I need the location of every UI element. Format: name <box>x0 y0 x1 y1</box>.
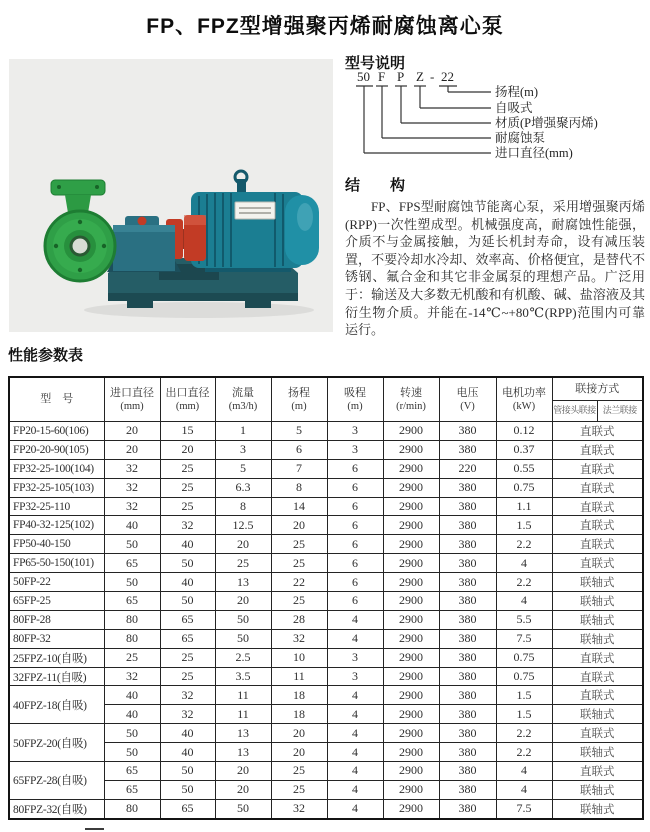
value-cell: 5 <box>215 459 271 478</box>
joint-type-cell: 直联式 <box>552 724 643 743</box>
value-cell: 6 <box>271 440 327 459</box>
value-cell: 32 <box>160 516 215 535</box>
table-row <box>9 573 643 592</box>
model-cell: FP40-32-125(102) <box>9 516 104 535</box>
table-row <box>9 799 643 818</box>
table-row <box>9 440 643 459</box>
value-cell: 380 <box>439 573 496 592</box>
value-cell: 2900 <box>383 799 439 818</box>
joint-type-cell: 联轴式 <box>552 573 643 592</box>
joint-type-cell: 直联式 <box>552 686 643 705</box>
value-cell: 7.5 <box>496 629 552 648</box>
value-cell: 20 <box>215 762 271 781</box>
value-cell: 20 <box>271 516 327 535</box>
joint-type-cell: 直联式 <box>552 667 643 686</box>
joint-type-cell: 直联式 <box>552 478 643 497</box>
joint-type-cell: 联轴式 <box>552 705 643 724</box>
svg-text:-: - <box>430 69 435 84</box>
value-cell: 4 <box>327 686 383 705</box>
col-header-speed: 转速 (r/min) <box>383 377 439 422</box>
svg-text:材质(P增强聚丙烯): 材质(P增强聚丙烯) <box>495 116 598 130</box>
model-cell: 50FP-22 <box>9 573 104 592</box>
svg-text:耐腐蚀泵: 耐腐蚀泵 <box>495 131 546 145</box>
value-cell: 2900 <box>383 573 439 592</box>
value-cell: 0.12 <box>496 422 552 441</box>
value-cell: 0.75 <box>496 648 552 667</box>
value-cell: 6 <box>327 535 383 554</box>
value-cell: 4 <box>496 780 552 799</box>
table-row <box>9 648 643 667</box>
value-cell: 4 <box>327 743 383 762</box>
value-cell: 4 <box>327 762 383 781</box>
value-cell: 6 <box>327 516 383 535</box>
value-cell: 2.5 <box>215 648 271 667</box>
value-cell: 2900 <box>383 686 439 705</box>
value-cell: 380 <box>439 780 496 799</box>
svg-text:P: P <box>397 69 405 84</box>
value-cell: 2900 <box>383 516 439 535</box>
value-cell: 380 <box>439 554 496 573</box>
col-header-flange-joint: 法兰联接 <box>597 401 643 422</box>
table-row <box>9 535 643 554</box>
value-cell: 40 <box>104 516 160 535</box>
value-cell: 0.37 <box>496 440 552 459</box>
page-title: FP、FPZ型增强聚丙烯耐腐蚀离心泵 <box>146 15 504 38</box>
col-header-flow: 流量 (m3/h) <box>215 377 271 422</box>
value-cell: 13 <box>215 573 271 592</box>
value-cell: 11 <box>215 686 271 705</box>
value-cell: 380 <box>439 592 496 611</box>
joint-type-cell: 联轴式 <box>552 780 643 799</box>
value-cell: 3 <box>327 667 383 686</box>
col-header-suction: 吸程 (m) <box>327 377 383 422</box>
svg-text:F: F <box>378 69 386 84</box>
value-cell: 25 <box>160 478 215 497</box>
value-cell: 65 <box>104 592 160 611</box>
value-cell: 25 <box>271 554 327 573</box>
model-cell: 32FPZ-11(自吸) <box>9 667 104 686</box>
pump-illustration <box>9 59 333 332</box>
value-cell: 1.5 <box>496 705 552 724</box>
value-cell: 13 <box>215 743 271 762</box>
value-cell: 15 <box>160 422 215 441</box>
value-cell: 5 <box>271 422 327 441</box>
value-cell: 25 <box>271 780 327 799</box>
model-cell: 25FPZ-10(自吸) <box>9 648 104 667</box>
value-cell: 20 <box>271 724 327 743</box>
joint-type-cell: 直联式 <box>552 516 643 535</box>
value-cell: 11 <box>215 705 271 724</box>
value-cell: 32 <box>104 459 160 478</box>
value-cell: 2900 <box>383 478 439 497</box>
value-cell: 2900 <box>383 554 439 573</box>
value-cell: 2.2 <box>496 535 552 554</box>
value-cell: 50 <box>104 573 160 592</box>
value-cell: 20 <box>215 780 271 799</box>
model-cell: 80FP-32 <box>9 629 104 648</box>
value-cell: 4 <box>327 705 383 724</box>
value-cell: 380 <box>439 724 496 743</box>
table-row <box>9 422 643 441</box>
value-cell: 8 <box>215 497 271 516</box>
table-row <box>9 592 643 611</box>
value-cell: 2900 <box>383 762 439 781</box>
value-cell: 3 <box>215 440 271 459</box>
col-header-pipe-joint: 管接头联接 <box>552 401 597 422</box>
value-cell: 3 <box>327 440 383 459</box>
value-cell: 0.75 <box>496 667 552 686</box>
table-row <box>9 724 643 743</box>
value-cell: 50 <box>160 592 215 611</box>
joint-type-cell: 直联式 <box>552 554 643 573</box>
value-cell: 380 <box>439 686 496 705</box>
value-cell: 4 <box>496 554 552 573</box>
model-cell: 65FP-25 <box>9 592 104 611</box>
model-code <box>357 69 454 84</box>
svg-text:扬程(m): 扬程(m) <box>495 85 539 99</box>
value-cell: 0.75 <box>496 478 552 497</box>
value-cell: 25 <box>160 497 215 516</box>
model-cell: 65FPZ-28(自吸) <box>9 762 104 800</box>
value-cell: 50 <box>215 629 271 648</box>
volute <box>45 180 115 281</box>
value-cell: 50 <box>160 554 215 573</box>
value-cell: 380 <box>439 705 496 724</box>
value-cell: 6 <box>327 497 383 516</box>
value-cell: 4 <box>496 592 552 611</box>
value-cell: 32 <box>104 478 160 497</box>
value-cell: 380 <box>439 629 496 648</box>
table-row <box>9 743 643 762</box>
value-cell: 2900 <box>383 629 439 648</box>
value-cell: 20 <box>271 743 327 762</box>
value-cell: 50 <box>160 762 215 781</box>
value-cell: 6 <box>327 573 383 592</box>
table-row <box>9 667 643 686</box>
model-cell: FP32-25-100(104) <box>9 459 104 478</box>
value-cell: 6 <box>327 554 383 573</box>
model-cell: FP50-40-150 <box>9 535 104 554</box>
model-explanation-heading: 型号说明 <box>345 55 406 72</box>
value-cell: 8 <box>271 478 327 497</box>
value-cell: 50 <box>104 535 160 554</box>
model-cell: FP20-15-60(106) <box>9 422 104 441</box>
value-cell: 2900 <box>383 743 439 762</box>
value-cell: 2900 <box>383 440 439 459</box>
value-cell: 40 <box>160 573 215 592</box>
value-cell: 20 <box>104 440 160 459</box>
joint-type-cell: 直联式 <box>552 422 643 441</box>
value-cell: 40 <box>104 705 160 724</box>
col-header-joint-group: 联接方式 <box>552 377 643 401</box>
col-header-head: 扬程 (m) <box>271 377 327 422</box>
value-cell: 65 <box>160 629 215 648</box>
value-cell: 40 <box>160 724 215 743</box>
joint-type-cell: 联轴式 <box>552 799 643 818</box>
value-cell: 2900 <box>383 610 439 629</box>
value-cell: 1.5 <box>496 516 552 535</box>
value-cell: 2900 <box>383 780 439 799</box>
value-cell: 1.5 <box>496 686 552 705</box>
svg-text:进口直径(mm): 进口直径(mm) <box>495 146 573 160</box>
value-cell: 25 <box>160 648 215 667</box>
value-cell: 32 <box>271 629 327 648</box>
value-cell: 18 <box>271 686 327 705</box>
joint-type-cell: 直联式 <box>552 440 643 459</box>
value-cell: 2900 <box>383 497 439 516</box>
value-cell: 14 <box>271 497 327 516</box>
value-cell: 40 <box>160 535 215 554</box>
table-row <box>9 629 643 648</box>
value-cell: 0.55 <box>496 459 552 478</box>
performance-table-heading: 性能参数表 <box>8 347 84 364</box>
joint-type-cell: 直联式 <box>552 535 643 554</box>
value-cell: 4 <box>496 762 552 781</box>
svg-text:Z: Z <box>416 69 424 84</box>
value-cell: 6.3 <box>215 478 271 497</box>
value-cell: 2900 <box>383 422 439 441</box>
value-cell: 3 <box>327 422 383 441</box>
svg-text:22: 22 <box>441 69 454 84</box>
value-cell: 4 <box>327 629 383 648</box>
table-row <box>9 762 643 781</box>
value-cell: 13 <box>215 724 271 743</box>
model-cell: FP32-25-105(103) <box>9 478 104 497</box>
table-row <box>9 478 643 497</box>
value-cell: 380 <box>439 743 496 762</box>
value-cell: 380 <box>439 648 496 667</box>
value-cell: 380 <box>439 422 496 441</box>
value-cell: 22 <box>271 573 327 592</box>
value-cell: 18 <box>271 705 327 724</box>
value-cell: 2900 <box>383 724 439 743</box>
value-cell: 2900 <box>383 648 439 667</box>
value-cell: 65 <box>160 610 215 629</box>
value-cell: 20 <box>160 440 215 459</box>
value-cell: 50 <box>215 610 271 629</box>
col-header-power: 电机功率 (kW) <box>496 377 552 422</box>
value-cell: 25 <box>271 535 327 554</box>
value-cell: 32 <box>271 799 327 818</box>
joint-type-cell: 联轴式 <box>552 610 643 629</box>
joint-type-cell: 直联式 <box>552 762 643 781</box>
value-cell: 50 <box>160 780 215 799</box>
joint-type-cell: 联轴式 <box>552 629 643 648</box>
value-cell: 11 <box>271 667 327 686</box>
value-cell: 25 <box>215 554 271 573</box>
value-cell: 28 <box>271 610 327 629</box>
joint-type-cell: 直联式 <box>552 459 643 478</box>
value-cell: 2900 <box>383 667 439 686</box>
value-cell: 25 <box>104 648 160 667</box>
value-cell: 32 <box>104 667 160 686</box>
value-cell: 25 <box>271 592 327 611</box>
value-cell: 50 <box>215 799 271 818</box>
table-row <box>9 554 643 573</box>
col-header-inlet: 进口直径 (mm) <box>104 377 160 422</box>
motor <box>191 171 319 272</box>
svg-text:50: 50 <box>357 69 370 84</box>
structure-heading: 结 构 <box>345 177 406 194</box>
col-header-outlet: 出口直径 (mm) <box>160 377 215 422</box>
table-row <box>9 686 643 705</box>
value-cell: 2.2 <box>496 724 552 743</box>
value-cell: 2900 <box>383 535 439 554</box>
joint-type-cell: 直联式 <box>552 497 643 516</box>
scan-artifact <box>85 828 104 830</box>
value-cell: 25 <box>271 762 327 781</box>
value-cell: 65 <box>160 799 215 818</box>
table-row <box>9 610 643 629</box>
value-cell: 7 <box>271 459 327 478</box>
value-cell: 10 <box>271 648 327 667</box>
right-panel <box>345 52 645 338</box>
value-cell: 65 <box>104 780 160 799</box>
model-cell: FP32-25-110 <box>9 497 104 516</box>
value-cell: 2.2 <box>496 743 552 762</box>
value-cell: 3.5 <box>215 667 271 686</box>
value-cell: 1 <box>215 422 271 441</box>
value-cell: 2900 <box>383 592 439 611</box>
value-cell: 6 <box>327 459 383 478</box>
value-cell: 80 <box>104 799 160 818</box>
model-code-diagram <box>345 68 645 166</box>
value-cell: 80 <box>104 610 160 629</box>
oil-plug <box>138 217 147 226</box>
model-cell: 80FP-28 <box>9 610 104 629</box>
value-cell: 6 <box>327 592 383 611</box>
model-cell: 50FPZ-20(自吸) <box>9 724 104 762</box>
structure-paragraph: FP、FPS型耐腐蚀节能离心泵，采用增强聚丙烯(RPP)一次性塑成型。机械强度高，耐腐蚀性能强，介质不与金属接触，为延长机封寿命，设有减压装置，不要冷却水冷却、效率高、价格便宜，是替代不锈钢、氟合金和其它非金属泵的理想产品。广泛用于：输送及大多数无机酸和有机酸、碱、盐溶液及其衍生物介质。并能在-14℃~+80℃(RPP)范围内可靠运行。 <box>345 199 645 338</box>
value-cell: 4 <box>327 780 383 799</box>
value-cell: 40 <box>160 743 215 762</box>
value-cell: 380 <box>439 516 496 535</box>
value-cell: 380 <box>439 762 496 781</box>
nameplate <box>235 202 275 219</box>
table-row <box>9 459 643 478</box>
model-cell: FP65-50-150(101) <box>9 554 104 573</box>
value-cell: 380 <box>439 478 496 497</box>
model-cell: FP20-20-90(105) <box>9 440 104 459</box>
value-cell: 12.5 <box>215 516 271 535</box>
joint-type-cell: 联轴式 <box>552 592 643 611</box>
table-row <box>9 497 643 516</box>
value-cell: 20 <box>104 422 160 441</box>
value-cell: 2900 <box>383 705 439 724</box>
value-cell: 380 <box>439 497 496 516</box>
value-cell: 7.5 <box>496 799 552 818</box>
joint-type-cell: 直联式 <box>552 648 643 667</box>
value-cell: 380 <box>439 610 496 629</box>
value-cell: 25 <box>160 459 215 478</box>
value-cell: 5.5 <box>496 610 552 629</box>
value-cell: 80 <box>104 629 160 648</box>
value-cell: 25 <box>160 667 215 686</box>
value-cell: 20 <box>215 592 271 611</box>
value-cell: 4 <box>327 799 383 818</box>
value-cell: 3 <box>327 648 383 667</box>
joint-type-cell: 联轴式 <box>552 743 643 762</box>
value-cell: 380 <box>439 440 496 459</box>
value-cell: 50 <box>104 724 160 743</box>
table-row <box>9 705 643 724</box>
value-cell: 32 <box>160 686 215 705</box>
suction-eye <box>71 237 89 255</box>
value-cell: 65 <box>104 554 160 573</box>
pump-photo <box>9 59 333 332</box>
col-header-voltage: 电压 (V) <box>439 377 496 422</box>
table-row <box>9 780 643 799</box>
value-cell: 50 <box>104 743 160 762</box>
diagram-labels <box>495 84 598 160</box>
table-row <box>9 516 643 535</box>
value-cell: 380 <box>439 667 496 686</box>
col-header-model: 型 号 <box>9 377 104 422</box>
model-cell: 80FPZ-32(自吸) <box>9 799 104 818</box>
value-cell: 220 <box>439 459 496 478</box>
value-cell: 4 <box>327 724 383 743</box>
model-cell: 40FPZ-18(自吸) <box>9 686 104 724</box>
value-cell: 2.2 <box>496 573 552 592</box>
perf-table-body <box>9 422 643 819</box>
value-cell: 380 <box>439 535 496 554</box>
svg-text:自吸式: 自吸式 <box>495 101 533 115</box>
value-cell: 1.1 <box>496 497 552 516</box>
value-cell: 20 <box>215 535 271 554</box>
value-cell: 2900 <box>383 459 439 478</box>
table-header <box>9 377 643 422</box>
value-cell: 32 <box>160 705 215 724</box>
value-cell: 65 <box>104 762 160 781</box>
value-cell: 6 <box>327 478 383 497</box>
value-cell: 380 <box>439 799 496 818</box>
shadow <box>84 302 314 318</box>
value-cell: 40 <box>104 686 160 705</box>
performance-table <box>8 376 644 820</box>
value-cell: 4 <box>327 610 383 629</box>
diagram-lines <box>356 86 491 153</box>
value-cell: 32 <box>104 497 160 516</box>
